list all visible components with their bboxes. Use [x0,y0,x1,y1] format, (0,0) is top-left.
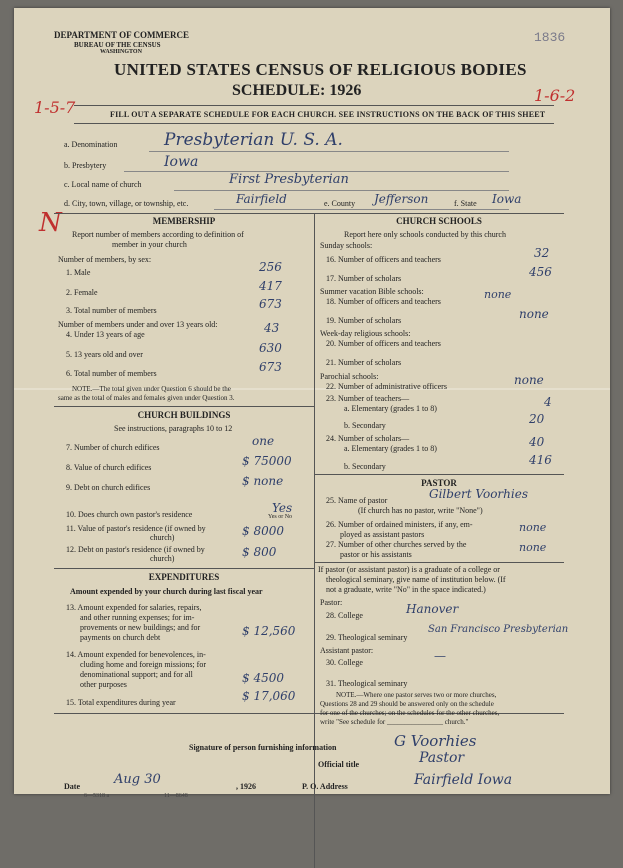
q13-label-d: payments on church debt [80,633,161,642]
q24a-label: a. Elementary (grades 1 to 8) [344,444,437,453]
q15-label: 15. Total expenditures during year [66,698,176,707]
q20-label: 20. Number of officers and teachers [326,339,441,348]
denomination-value: Presbyterian U. S. A. [164,130,343,150]
membership-intro-2: member in your church [112,240,187,249]
q13-value: $ 12,560 [242,624,296,638]
q12-value: $ 800 [242,545,277,559]
q27-label-a: 27. Number of other churches served by the [326,540,467,549]
q31-label: 31. Theological seminary [326,679,408,688]
q6-value: 673 [259,360,282,374]
q14-label-a: 14. Amount expended for benevolences, in- [66,650,206,659]
q19-label: 19. Number of scholars [326,316,402,325]
q11-label-b: church) [150,533,175,542]
q17-value: 456 [529,265,552,279]
membership-note-2: same as the total of males and females given under Question 3. [58,394,235,402]
q9-value: $ none [242,474,284,488]
grad-note-2: theological seminary, give name of institution below. (If [326,575,506,584]
q4-label: 4. Under 13 years of age [66,330,145,339]
q26-label-b: ployed as assistant pastors [340,530,425,539]
presbytery-value: Iowa [164,154,199,170]
form-number: 6—5318 a [84,793,110,799]
city-label: WASHINGTON [100,49,142,55]
county-value: Jefferson [374,192,429,206]
q25-label: 25. Name of pastor [326,496,388,505]
pastor-sub-label: Pastor: [320,598,343,607]
q27-label-b: pastor or his assistants [340,550,412,559]
q13-label-c: provements or new buildings; and for [80,623,201,632]
q23-label: 23. Number of teachers— [326,394,410,403]
mark-right: 1-6-2 [534,86,576,105]
q26-label-a: 26. Number of ordained ministers, if any, em- [326,520,473,529]
q18-value: none [484,288,512,301]
pastor-note-2: Questions 28 and 29 should be answered only on the schedule [320,700,494,708]
q8-label: 8. Value of church edifices [66,463,152,472]
q18-label: 18. Number of officers and teachers [326,297,441,306]
q12-label-a: 12. Debt on pastor's residence (if owned by [66,545,205,554]
print-number: 11—8648 [164,793,188,799]
membership-sex-label: Number of members, by sex: [58,255,152,264]
q17-label: 17. Number of scholars [326,274,402,283]
q5-value: 630 [259,341,282,355]
official-title-value: Pastor [419,750,465,766]
date-value: Aug 30 [114,772,161,787]
q23b-label: b. Secondary [344,421,386,430]
q11-value: $ 8000 [242,524,284,538]
church-name-value: First Presbyterian [229,172,349,187]
membership-intro-1: Report number of members according to definition of [72,230,244,239]
q28-label: 28. College [326,611,363,620]
q22-label: 22. Number of administrative officers [326,382,447,391]
q2-value: 417 [259,279,282,293]
schools-heading: CHURCH SCHOOLS [396,216,482,226]
q24a-value: 40 [529,435,545,449]
schedule-title: SCHEDULE: 1926 [232,82,362,99]
church-name-label: c. Local name of church [64,180,142,189]
q10-value: Yes [272,501,293,515]
official-title-label: Official title [318,760,360,769]
bureau-label: BUREAU OF THE CENSUS [74,41,161,49]
q14-label-d: other purposes [80,680,127,689]
q4-value: 43 [264,321,280,335]
grad-note-3: not a graduate, write "No" in the space indicated.) [326,585,486,594]
side-mark: N [39,208,62,238]
signature-value: G Voorhies [394,732,477,750]
q29-label: 29. Theological seminary [326,633,408,642]
q14-label-b: cluding home and foreign missions; for [80,660,206,669]
state-value: Iowa [492,192,522,206]
q23a-value: 4 [544,395,552,409]
q13-label-b: and other running expenses; for im- [80,613,195,622]
q28-value: Hanover [406,602,459,616]
membership-heading: MEMBERSHIP [152,216,216,226]
q22-value: none [514,373,544,387]
expenditures-sub: Amount expended by your church during last fiscal year [70,587,263,596]
membership-note-1: NOTE.—The total given under Question 6 should be the [72,385,231,393]
q16-value: 32 [534,246,550,260]
instruction-line: FILL OUT A SEPARATE SCHEDULE FOR EACH CHURCH. SEE INSTRUCTIONS ON THE BACK OF THIS SHEET [110,110,546,119]
q21-label: 21. Number of scholars [326,358,402,367]
q8-value: $ 75000 [242,454,292,468]
date-label: Date [64,782,80,791]
q23b-value: 20 [529,412,545,426]
q25-note: (If church has no pastor, write "None") [358,506,483,515]
q30-label: 30. College [326,658,363,667]
q9-label: 9. Debt on church edifices [66,483,151,492]
schools-sunday: Sunday schools: [320,241,373,250]
q7-value: one [252,434,275,448]
census-form-sheet [14,8,610,799]
q6-label: 6. Total number of members [66,369,157,378]
q25-value: Gilbert Voorhies [429,487,528,501]
signature-label: Signature of person furnishing information [189,743,337,752]
buildings-sub: See instructions, paragraphs 10 to 12 [114,424,233,433]
q11-label-a: 11. Value of pastor's residence (if owned by [66,524,206,533]
schools-intro: Report here only schools conducted by this church [344,230,506,239]
asst-pastor-label: Assistant pastor: [320,646,374,655]
po-address-label: P. O. Address [302,782,348,791]
q10-label: 10. Does church own pastor's residence [66,510,193,519]
q23a-label: a. Elementary (grades 1 to 8) [344,404,437,413]
schools-summer: Summer vacation Bible schools: [320,287,424,296]
grad-note-1: If pastor (or assistant pastor) is a graduate of a college or [318,565,500,574]
q16-label: 16. Number of officers and teachers [326,255,441,264]
city-value: Fairfield [236,192,287,206]
q3-value: 673 [259,297,282,311]
form-title: UNITED STATES CENSUS OF RELIGIOUS BODIES [114,60,527,79]
mark-left: 1-5-7 [34,98,76,117]
dept-label: DEPARTMENT OF COMMERCE [54,30,190,40]
q27-value: none [519,541,547,554]
q7-label: 7. Number of church edifices [66,443,160,452]
schools-parochial: Parochial schools: [320,372,379,381]
q19-value: none [519,307,549,321]
schools-weekday: Week-day religious schools: [320,329,411,338]
pastor-note-1: NOTE.—Where one pastor serves two or more churches, [336,691,497,699]
q14-value: $ 4500 [242,671,284,685]
buildings-heading: CHURCH BUILDINGS [137,410,231,420]
presbytery-label: b. Presbytery [64,161,107,170]
state-label: f. State [454,199,477,208]
q30-value: — [434,649,446,663]
date-year: , 1926 [236,782,256,791]
po-address-value: Fairfield Iowa [414,772,513,788]
q3-label: 3. Total number of members [66,306,157,315]
denomination-label: a. Denomination [64,140,118,149]
q10-hint: Yes or No [268,514,293,520]
q15-value: $ 17,060 [242,689,296,703]
pastor-heading: PASTOR [421,478,457,488]
q14-label-c: denominational support; and for all [80,670,193,679]
q1-value: 256 [259,260,282,274]
pastor-note-3: for one of the churches; on the schedules for the other churches, [320,709,500,717]
q24b-label: b. Secondary [344,462,386,471]
q24b-value: 416 [529,453,552,467]
q29-value: San Francisco Presbyterian [428,624,569,635]
q1-label: 1. Male [66,268,91,277]
stamp-number: 1836 [534,30,566,45]
q12-label-b: church) [150,554,175,563]
q5-label: 5. 13 years old and over [66,350,143,359]
q2-label: 2. Female [66,288,98,297]
expenditures-heading: EXPENDITURES [148,572,220,582]
q26-value: none [519,521,547,534]
membership-age-label: Number of members under and over 13 years old: [58,320,218,329]
county-label: e. County [324,199,356,208]
q24-label: 24. Number of scholars— [326,434,410,443]
city-label-field: d. City, town, village, or township, etc. [64,199,189,208]
q13-label-a: 13. Amount expended for salaries, repairs, [66,603,202,612]
pastor-note-4: write "See schedule for ________________ church." [320,718,469,726]
